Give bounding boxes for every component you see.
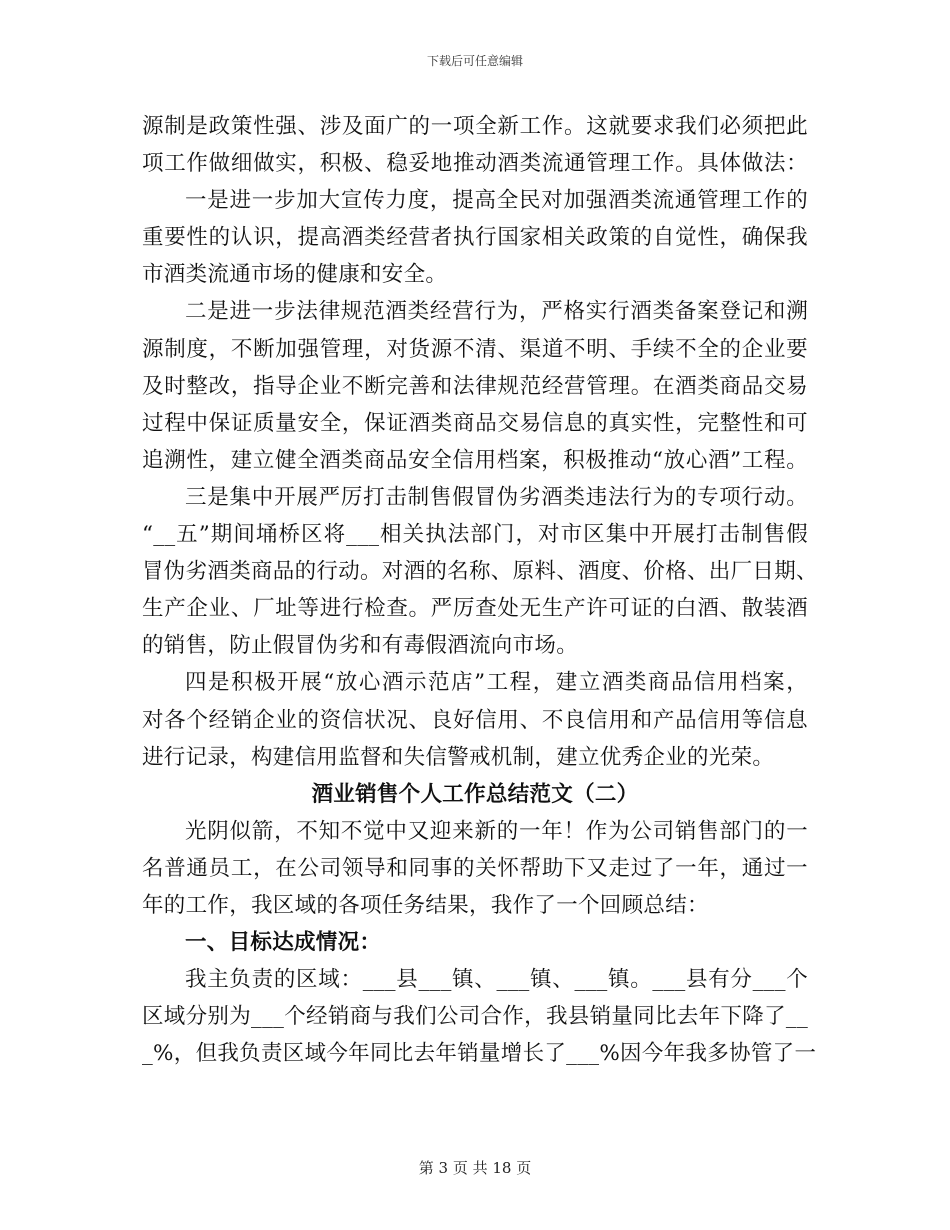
body-line: 源制度，不断加强管理，对货源不清、渠道不明、手续不全的企业要 [142, 336, 808, 362]
body-line: 二是进一步法律规范酒类经营行为，严格实行酒类备案登记和溯 [185, 299, 808, 325]
body-line: 光阴似箭，不知不觉中又迎来新的一年！作为公司销售部门的一 [185, 818, 808, 844]
document-body [142, 108, 818, 1072]
body-line: 生产企业、厂址等进行检查。严厉查处无生产许可证的白酒、散装酒 [142, 596, 808, 622]
body-line: 源制是政策性强、涉及面广的一项全新工作。这就要求我们必须把此 [142, 114, 808, 139]
body-line: 追溯性，建立健全酒类商品安全信用档案，积极推动“放心酒”工程。 [142, 447, 808, 473]
subsection-heading: 一、目标达成情况： [185, 930, 382, 956]
body-line: 一是进一步加大宣传力度，提高全民对加强酒类流通管理工作的 [185, 188, 808, 214]
body-line: 及时整改，指导企业不断完善和法律规范经营管理。在酒类商品交易 [142, 373, 808, 399]
body-line: 项工作做细做实，积极、稳妥地推动酒类流通管理工作。具体做法： [142, 151, 808, 177]
body-line: 四是积极开展“放心酒示范店”工程，建立酒类商品信用档案， [185, 670, 808, 696]
body-line: “__五”期间埇桥区将___相关执法部门，对市区集中开展打击制售假 [142, 522, 808, 548]
page-header-note: 下载后可任意编辑 [426, 54, 523, 68]
body-line: 区域分别为___个经销商与我们公司合作，我县销量同比去年下降了__ [142, 1004, 808, 1030]
body-line: 的销售，防止假冒伪劣和有毒假酒流向市场。 [142, 633, 579, 659]
body-line: 过程中保证质量安全，保证酒类商品交易信息的真实性，完整性和可 [142, 410, 808, 436]
body-line: 重要性的认识，提高酒类经营者执行国家相关政策的自觉性，确保我 [142, 225, 808, 251]
section-title: 酒业销售个人工作总结范文（二） [311, 781, 639, 807]
body-line: 冒伪劣酒类商品的行动。对酒的名称、原料、酒度、价格、出厂日期、 [142, 559, 818, 585]
body-line: 年的工作，我区域的各项任务结果，我作了一个回顾总结： [142, 892, 709, 918]
body-line: 市酒类流通市场的健康和安全。 [142, 262, 448, 288]
body-line: 我主负责的区域：___县___镇、___镇、___镇。___县有分___个 [185, 967, 808, 993]
body-line: 三是集中开展严厉打击制售假冒伪劣酒类违法行为的专项行动。 [185, 484, 808, 510]
body-line: 名普通员工，在公司领导和同事的关怀帮助下又走过了一年，通过一 [142, 855, 808, 881]
body-line: _%，但我负责区域今年同比去年销量增长了___%因今年我多协管了一 [142, 1041, 817, 1067]
page-footer-number: 第 3 页 共 18 页 [418, 1159, 532, 1177]
body-line: 对各个经销企业的资信状况、良好信用、不良信用和产品信用等信息 [142, 707, 808, 733]
body-line: 进行记录，构建信用监督和失信警戒机制，建立优秀企业的光荣。 [142, 744, 775, 770]
